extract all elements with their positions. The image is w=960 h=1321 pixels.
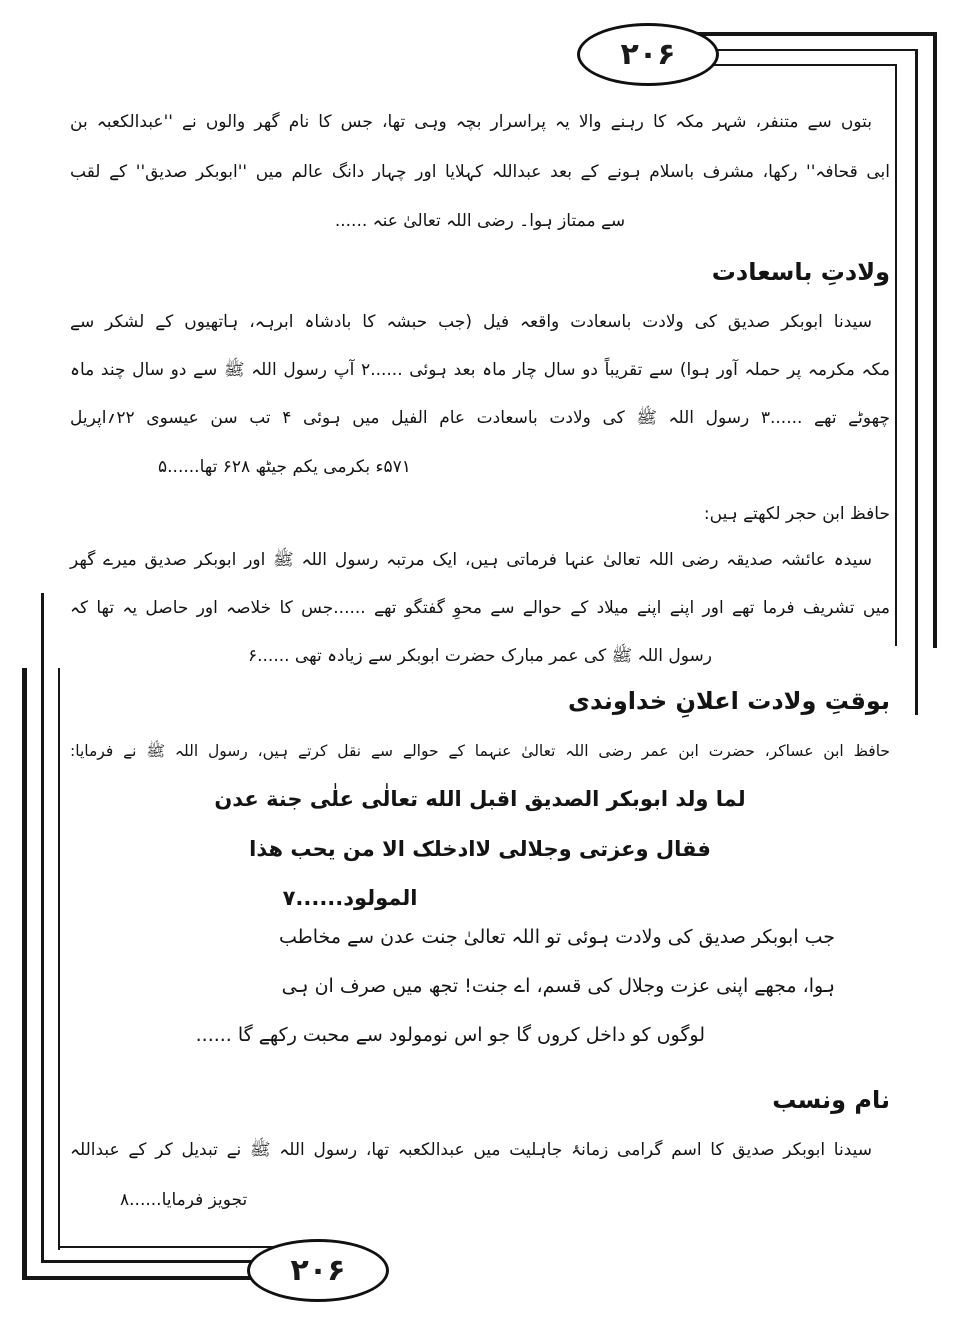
frame-right-line-middle (915, 49, 918, 715)
frame-right-line-outer (933, 32, 937, 648)
para1-line3: سے ممتاز ہوا۔ رضی اللہ تعالیٰ عنہ ...... (334, 211, 626, 231)
para4-line2: تجویز فرمایا......۸ (120, 1190, 248, 1210)
frame-left-line-inner (58, 668, 60, 1250)
para2-line1: سیدنا ابوبکر صدیق کی ولادت باسعادت واقعہ فیل (جب حبشہ کا بادشاہ ابرہہ، ہاتھیوں کے لشکر سے (70, 312, 872, 332)
frame-right-line-inner (895, 64, 897, 646)
page-number-badge-top (577, 23, 719, 86)
para3-line1: سیدہ عائشہ صدیقہ رضی اللہ تعالیٰ عنہا فرماتی ہیں، ایک مرتبہ رسول اللہ ﷺ اور ابوبکر صدیق میرے گھر (70, 550, 872, 570)
para2-line4: ۵۷۱ء بکرمی یکم جیٹھ ۶۲۸ تھا......۵ (158, 457, 411, 477)
para2-line3: چھوٹے تھے ......۳ رسول اللہ ﷺ کی ولادت باسعادت عام الفیل میں ہوئی ۴ تب سن عیسوی ۲۲؍اپریل (70, 408, 890, 428)
page-number-badge-bottom (247, 1239, 389, 1302)
section-heading-name-lineage: نام ونسب (772, 1086, 890, 1114)
ibn-asakir-line: حافظ ابن عساکر، حضرت ابن عمر رضی اللہ تعالیٰ عنہما کے حوالے سے نقل کرتے ہیں، رسول اللہ ﷺ نے فرمایا: (70, 742, 890, 760)
translation-line2: ہوا، مجھے اپنی عزت وجلال کی قسم، اے جنت! تجھ میں صرف ان ہی (281, 975, 835, 997)
para3-line3: رسول اللہ ﷺ کی عمر مبارک حضرت ابوبکر سے زیادہ تھی ......۶ (247, 646, 713, 666)
text-column (70, 0, 890, 1321)
arabic-quote-line3: المولود......۷ (282, 886, 418, 910)
para1-line1: بتوں سے متنفر، شہر مکہ کا رہنے والا یہ پراسرار بچہ وہی تھا، جس کا نام گھر والوں نے ''عبدالکعبہ بن (70, 112, 872, 132)
translation-line1: جب ابوبکر صدیق کی ولادت ہوئی تو اللہ تعالیٰ جنت عدن سے مخاطب (278, 926, 835, 948)
arabic-quote-line1: لما ولد ابوبکر الصدیق اقبل الله تعالٰی علٰی جنة عدن (214, 787, 746, 811)
section-heading-proclamation: بوقتِ ولادت اعلانِ خداوندی (568, 687, 890, 715)
para4-line1: سیدنا ابوبکر صدیق کا اسم گرامی زمانۂ جاہلیت میں عبدالکعبہ تھا، رسول اللہ ﷺ نے تبدیل کر کے عبداللہ (70, 1140, 872, 1160)
page-number-bottom: ۲۰۶ (290, 1253, 346, 1288)
frame-left-line-outer (22, 668, 27, 1280)
para1-line2: ابی قحافہ'' رکھا، مشرف باسلام ہونے کے بعد عبداللہ کہلایا اور چہار دانگ عالم میں ''ابوبکر صدیق'' کے لقب (70, 162, 890, 182)
para3-line2: میں تشریف فرما تھے اور اپنے اپنے میلاد کے حوالے سے محوِ گفتگو تھے ......جس کا خلاصہ اور حاصل یہ تھا کہ (70, 598, 890, 618)
section-heading-birth: ولادتِ باسعادت (711, 258, 890, 286)
frame-left-line-middle (41, 593, 44, 1263)
para2-line2: مکہ مکرمہ پر حملہ آور ہوا) سے تقریباً دو سال چار ماہ بعد ہوئی ......۲ آپ رسول اللہ ﷺ سے دو سال چند ماہ (70, 360, 890, 380)
page-number-top: ۲۰۶ (620, 37, 676, 72)
ibn-hajar-line: حافظ ابن حجر لکھتے ہیں: (703, 504, 890, 524)
arabic-quote-line2: فقال وعزتی وجلالی لاادخلک الا من یحب هذا (249, 837, 711, 861)
translation-line3: لوگوں کو داخل کروں گا جو اس نومولود سے محبت رکھے گا ...... (195, 1024, 705, 1046)
